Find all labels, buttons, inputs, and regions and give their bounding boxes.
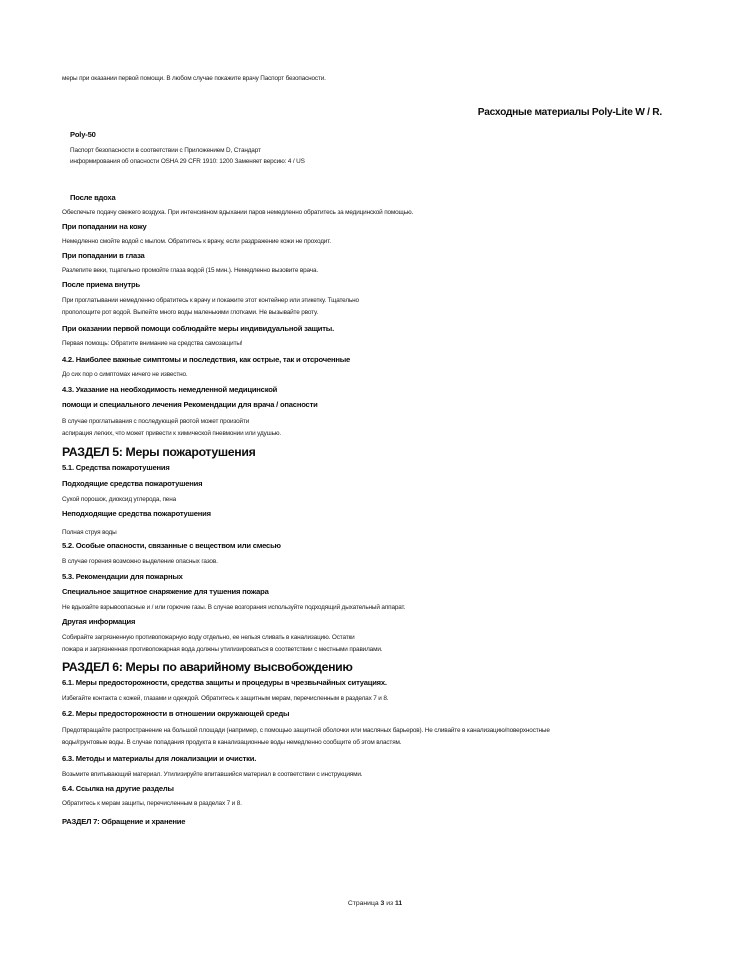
section-5-3-heading: 5.3. Рекомендации для пожарных (62, 572, 183, 581)
eyes-heading: При попадании в глаза (62, 251, 145, 260)
section-5-title: РАЗДЕЛ 5: Меры пожаротушения (62, 445, 256, 459)
footer-total-pages: 11 (395, 900, 403, 907)
ingestion-text-line2: прополощите рот водой. Выпейте много воды маленькими глотками. Не вызывайте рвоту. (62, 309, 319, 316)
footer-of-word: из (386, 900, 394, 907)
product-description-line1: Паспорт безопасности в соответствии с Приложением D, Стандарт (70, 147, 261, 154)
section-4-3-text-line1: В случае проглатывания с последующей рвотой может произойти (62, 418, 250, 425)
other-info-heading: Другая информация (62, 617, 136, 626)
ingestion-text-line1: При проглатывании немедленно обратитесь к врачу и покажите этот контейнер или этикетку. Тщательно (62, 297, 359, 304)
unsuitable-media-text: Полная струя воды (62, 529, 117, 536)
skin-text: Немедленно смойте водой с мылом. Обратитесь к врачу, если раздражение кожи не проходит. (62, 238, 331, 245)
section-6-3-text: Возьмите впитывающий материал. Утилизируйте впитавшийся материал в соответствии с инструкциями. (62, 771, 363, 778)
section-4-3-heading-line2: помощи и специального лечения Рекомендации для врача / опасности (62, 400, 318, 409)
eyes-text: Разлепите веки, тщательно промойте глаза водой (15 мин.). Немедленно вызовите врача. (62, 267, 319, 274)
section-4-2-text: До сих пор о симптомах ничего не известно. (62, 371, 188, 378)
footer-page-number: 3 (380, 900, 385, 907)
suitable-media-text: Сухой порошок, диоксид углерода, пена (62, 496, 176, 503)
footer-page-word: Страница (347, 900, 379, 907)
product-name: Poly-50 (70, 130, 96, 139)
suitable-media-heading: Подходящие средства пожаротушения (62, 479, 203, 488)
section-6-2-text-line2: воды/грунтовые воды. В случае попадания продукта в канализационные воды немедленно сообщите об этом властям. (62, 739, 402, 746)
section-4-3-heading-line1: 4.3. Указание на необходимость немедленной медицинской (62, 385, 278, 394)
skin-heading: При попадании на кожу (62, 222, 147, 231)
section-6-3-heading: 6.3. Методы и материалы для локализации и очистки. (62, 754, 257, 763)
section-7-title: РАЗДЕЛ 7: Обращение и хранение (62, 817, 186, 826)
protection-text: Первая помощь: Обратите внимание на средства самозащиты! (62, 340, 243, 347)
section-6-1-heading: 6.1. Меры предосторожности, средства защиты и процедуры в чрезвычайных ситуациях. (62, 678, 387, 687)
inhalation-heading: После вдоха (70, 193, 116, 202)
section-5-2-text: В случае горения возможно выделение опасных газов. (62, 558, 218, 565)
continuation-line: меры при оказании первой помощи. В любом случае покажите врачу Паспорт безопасности. (62, 75, 326, 82)
section-6-2-heading: 6.2. Меры предосторожности в отношении окружающей среды (62, 709, 290, 718)
section-6-title: РАЗДЕЛ 6: Меры по аварийному высвобождению (62, 660, 353, 674)
section-6-4-heading: 6.4. Ссылка на другие разделы (62, 784, 174, 793)
other-info-text-line2: пожара и загрязненная противопожарная вода должны утилизироваться в соответствии с местными правилами. (62, 646, 383, 653)
other-info-text-line1: Собирайте загрязненную противопожарную воду отдельно, ее нельзя сливать в канализацию. Остатки (62, 634, 355, 641)
unsuitable-media-heading: Неподходящие средства пожаротушения (62, 509, 211, 518)
document-title: Расходные материалы Poly-Lite W / R. (477, 107, 662, 118)
section-6-1-text: Избегайте контакта с кожей, глазами и одеждой. Обратитесь к защитным мерам, перечисленным в разделах 7 и 8. (62, 695, 389, 702)
protective-equipment-heading: Специальное защитное снаряжение для тушения пожара (62, 587, 269, 596)
product-description-line2: информирования об опасности OSHA 29 CFR 1910: 1200 Заменяет версию: 4 / US (70, 158, 305, 165)
inhalation-text: Обеспечьте подачу свежего воздуха. При интенсивном вдыхании паров немедленно обратитесь за медицинской помощью. (62, 209, 414, 216)
section-5-2-heading: 5.2. Особые опасности, связанные с веществом или смесью (62, 541, 281, 550)
ingestion-heading: После приема внутрь (62, 280, 140, 289)
page-footer (0, 899, 750, 909)
section-6-2-text-line1: Предотвращайте распространение на большой площади (например, с помощью защитной оболочки или масляных барьеров). Не сливайте в канализацию/поверхностные (62, 727, 550, 734)
section-4-3-text-line2: аспирация легких, что может привести к химической пневмонии или удушью. (62, 430, 282, 437)
section-4-2-heading: 4.2. Наиболее важные симптомы и последствия, как острые, так и отсроченные (62, 355, 351, 364)
section-6-4-text: Обратитесь к мерам защиты, перечисленным в разделах 7 и 8. (62, 800, 242, 807)
protection-heading: При оказании первой помощи соблюдайте меры индивидуальной защиты. (62, 324, 334, 333)
protective-equipment-text: Не вдыхайте взрывоопасные и / или горючие газы. В случае возгорания используйте подходящий дыхательный аппарат. (62, 604, 406, 611)
section-5-1-heading: 5.1. Средства пожаротушения (62, 463, 170, 472)
